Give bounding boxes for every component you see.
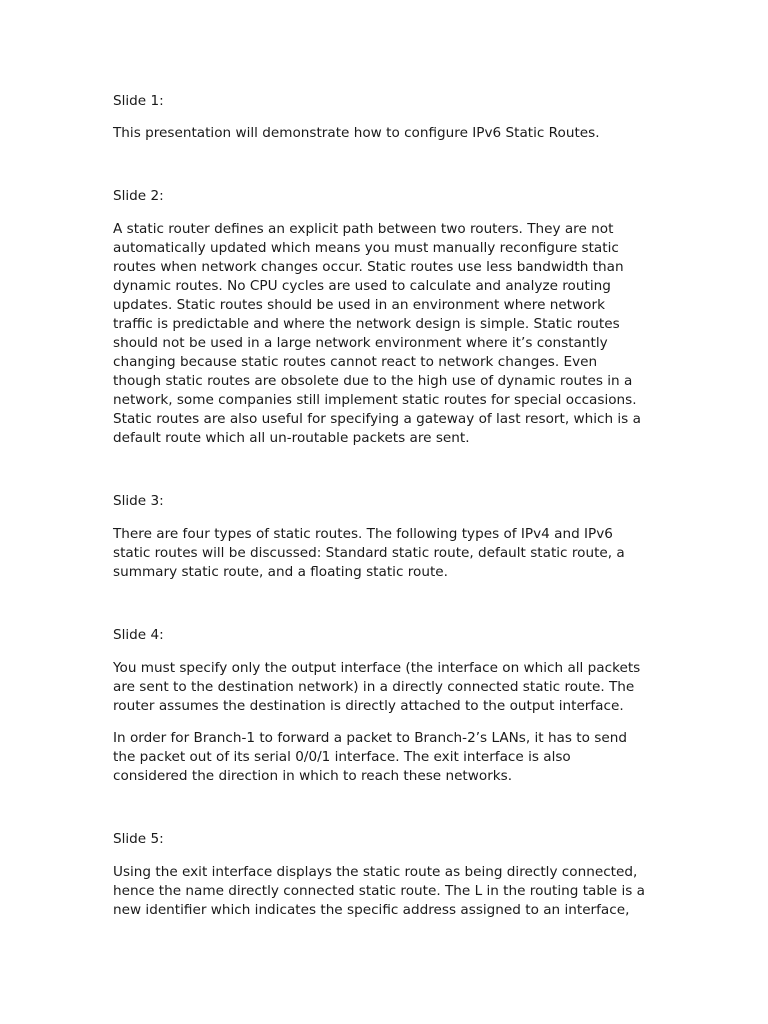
slide-1-paragraph-1: This presentation will demonstrate how to configure IPv6 Static Routes.: [113, 125, 600, 141]
slide-4-paragraph-1: You must specify only the output interface (the interface on which all packets are sent to the destination network) in a directly connected static route. The router assumes the destination is directly attached to the output interface.: [113, 660, 641, 714]
slide-5-paragraph-1: Using the exit interface displays the static route as being directly connected, hence the name directly connected static route. The L in the routing table is a new identifier which indicates the specific address assigned to an interface,: [113, 864, 645, 918]
slide-2-paragraph-1: A static router defines an explicit path between two routers. They are not automatically updated which means you must manually reconfigure static routes when network changes occur. Static routes use less bandwidth than dynamic routes. No CPU cycles are used to calculate and analyze routing updates. Static routes should be used in an environment where network traffic is predictable and where the network design is simple. Static routes should not be used in a large network environment where it’s constantly changing because static routes cannot react to network changes. Even though static routes are obsolete due to the high use of dynamic routes in a network, some companies still implement static routes for special occasions. Static routes are also useful for specifying a gateway of last resort, which is a default route which all un-routable packets are sent.: [113, 221, 641, 446]
slide-4-paragraph-2: In order for Branch-1 to forward a packet to Branch-2’s LANs, it has to send the packet out of its serial 0/0/1 interface. The exit interface is also considered the direction in which to reach these networks.: [113, 730, 627, 784]
slide-3-heading: Slide 3:: [113, 493, 164, 509]
slide-3-paragraph-1: There are four types of static routes. The following types of IPv4 and IPv6 static routes will be discussed: Standard static route, default static route, a summary static route, and a floating static route.: [113, 526, 625, 580]
slide-5-heading: Slide 5:: [113, 831, 164, 847]
slide-2-heading: Slide 2:: [113, 188, 164, 204]
slide-4-heading: Slide 4:: [113, 627, 164, 643]
slide-1-heading: Slide 1:: [113, 93, 164, 109]
